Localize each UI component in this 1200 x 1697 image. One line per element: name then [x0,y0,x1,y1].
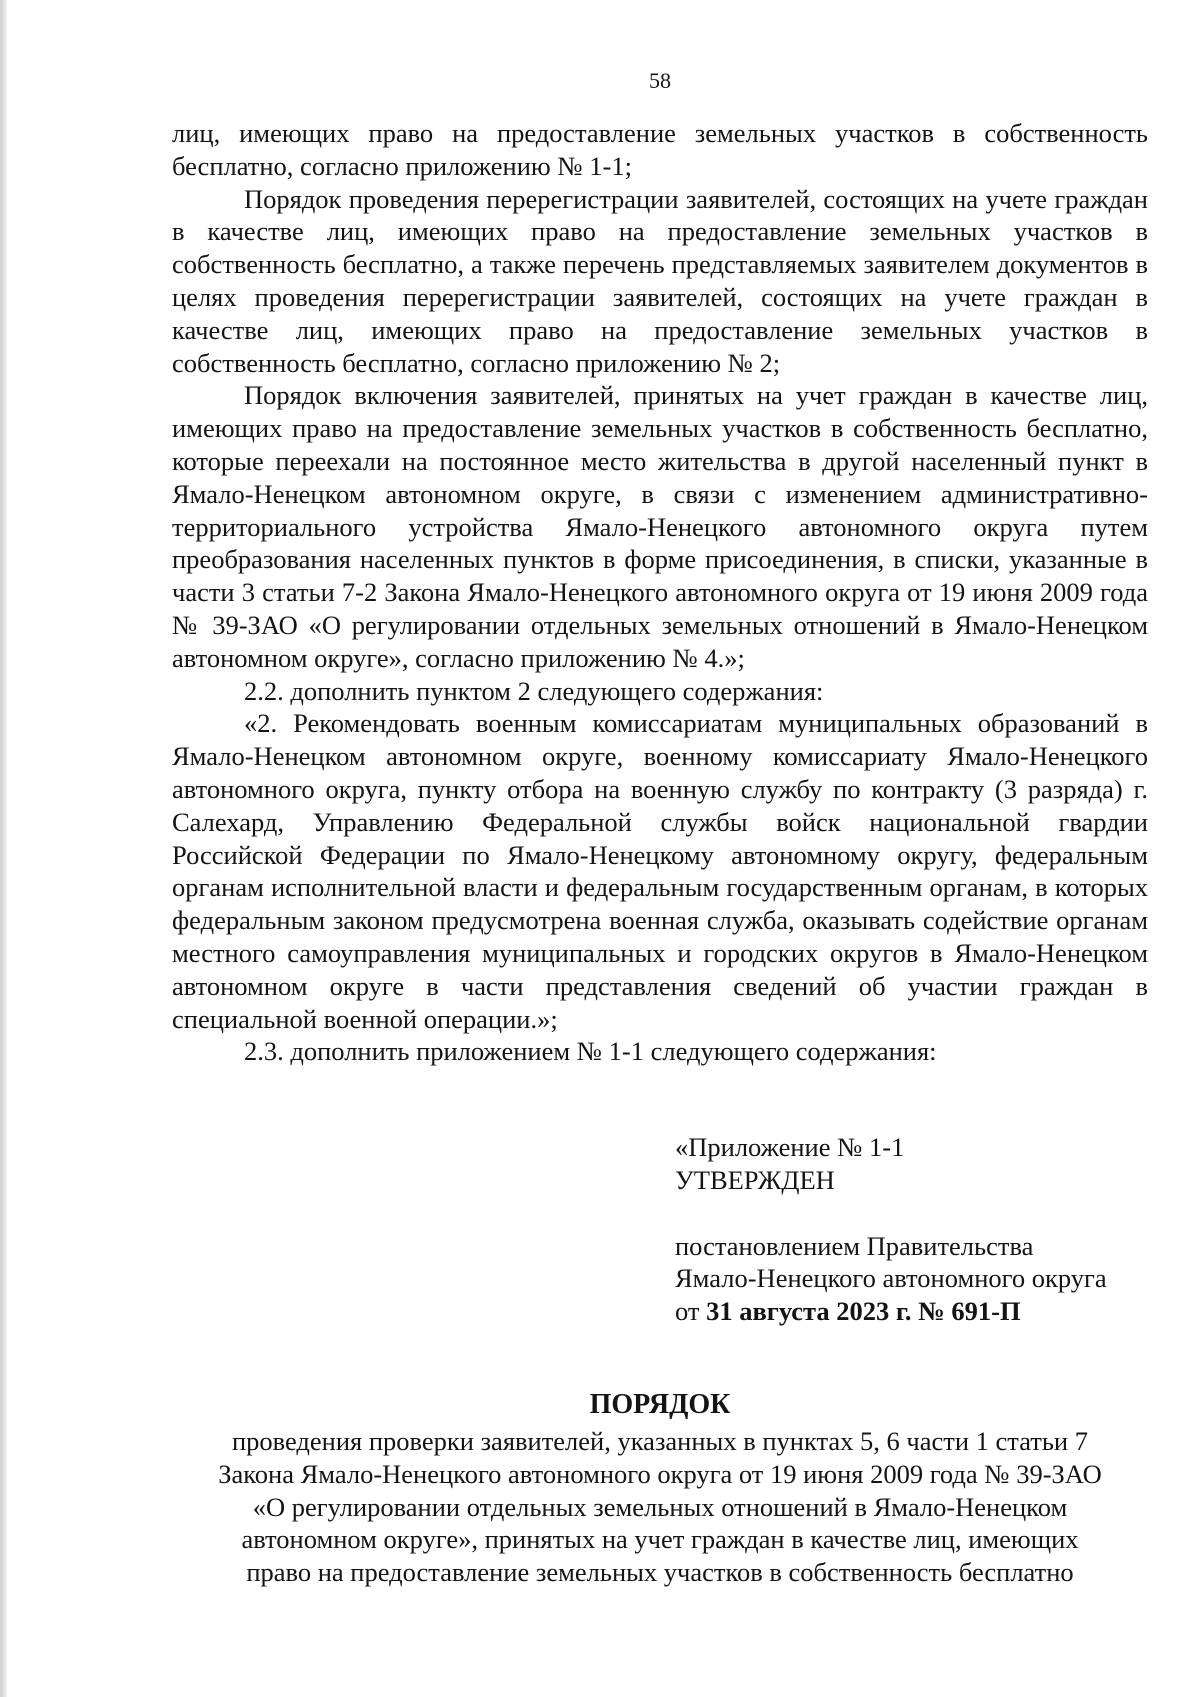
government-label: Ямало-Ненецкого автономного округа [675,1263,1107,1294]
document-title: ПОРЯДОК [589,1389,731,1420]
paragraph-reregistration-order: Порядок проведения перерегистрации заявителей, состоящих на учете граждан в качестве лиц, имеющих право на предоставление земельных участков в собственность бесплатно, а также перечень представляемых заявителем документов в целях проведения перерегистрации заявителей, состоящих на учете граждан в качестве лиц, имеющих право на предоставление земельных участков в собственность бесплатно, согласно приложению № 2; [172,183,1148,378]
paragraph-continuation: лиц, имеющих право на предоставление земельных участков в собственность бесплатно, согласно приложению № 1-1; [172,118,1148,181]
approval-spacer [675,1197,1155,1230]
subtitle-line: проведения проверки заявителей, указанных в пунктах 5, 6 части 1 статьи 7 [231,1426,1088,1456]
document-subtitle [172,1425,1148,1589]
page-number: 58 [649,68,671,93]
paragraph-inclusion-order: Порядок включения заявителей, принятых на учет граждан в качестве лиц, имеющих право на предоставление земельных участков в собственность бесплатно, которые переехали на постоянное место жительства в другой населенный пункт в Ямало-Ненецком автономном округе, в связи с изменением административно-территориального устройства Ямало-Ненецкого автономного округа путем преобразования населенных пунктов в форме присоединения, в списки, указанные в части 3 статьи 7-2 Закона Ямало-Ненецкого автономного округа от 19 июня 2009 года № 39-ЗАО «О регулировании отдельных земельных отношений в Ямало-Ненецком автономном округе», согласно приложению № 4.»; [172,380,1148,673]
approval-block [675,1131,1155,1328]
subtitle-line: автономном округе», принятых на учет граждан в качестве лиц, имеющих [241,1524,1079,1555]
appendix-label: «Приложение № 1-1 [675,1132,905,1162]
body-text [172,117,1148,1068]
paragraph-amendment-2-3: 2.3. дополнить приложением № 1-1 следующего содержания: [244,1036,937,1067]
decree-date [675,1295,1155,1328]
decree-label: постановлением Правительства [675,1230,1034,1261]
decree-date-prefix: от [675,1296,707,1327]
paragraph-amendment-2-2: 2.2. дополнить пунктом 2 следующего содержания: [244,675,824,706]
paragraph-recommendation: «2. Рекомендовать военным комиссариатам муниципальных образований в Ямало-Ненецком автономном округе, военному комиссариату Ямало-Ненецкого автономного округа, пункту отбора на военную службу по контракту (3 разряда) г. Салехард, Управлению Федеральной службы войск национальной гвардии Российской Федерации по Ямало-Ненецкому автономному округу, федеральным органам исполнительной власти и федеральным государственным органам, в которых федеральным законом предусмотрена военная служба, оказывать содействие органам местного самоуправления муниципальных и городских округов в Ямало-Ненецком автономном округе в части представления сведений об участии граждан в специальной военной операции.»; [172,708,1148,1034]
subtitle-line: «О регулировании отдельных земельных отношений в Ямало-Ненецком [252,1491,1068,1522]
approved-label: УТВЕРЖДЕН [675,1164,835,1195]
decree-date-number: 31 августа 2023 г. № 691-П [706,1296,1021,1327]
scan-edge-shadow [0,0,7,1697]
subtitle-line: Закона Ямало-Ненецкого автономного округа от 19 июня 2009 года № 39-ЗАО [218,1458,1102,1489]
subtitle-line: право на предоставление земельных участков в собственность бесплатно [246,1557,1074,1588]
